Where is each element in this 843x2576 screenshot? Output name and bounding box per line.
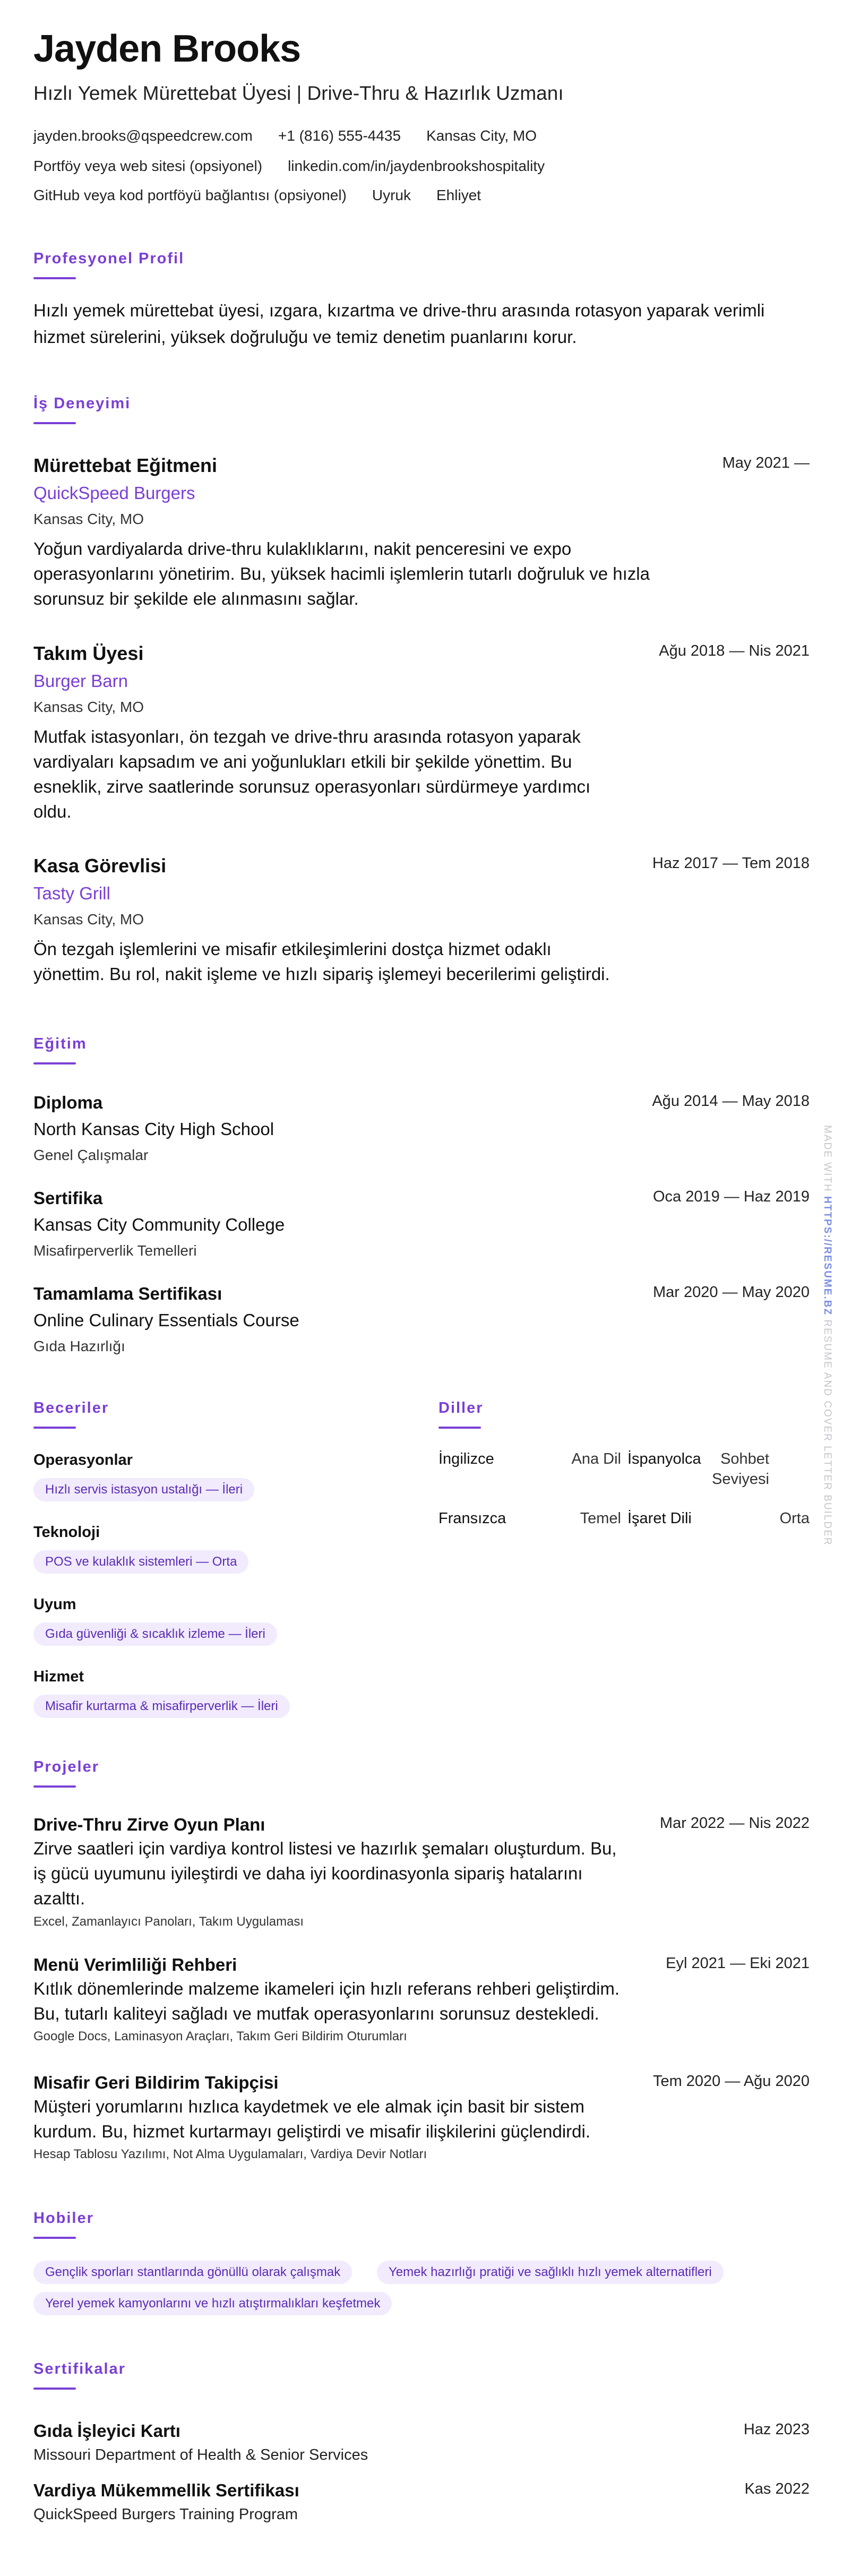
edu-field: Misafirperverlik Temelleri <box>33 1242 197 1259</box>
project-date: Tem 2020 — Ağu 2020 <box>652 2073 810 2090</box>
language-name: İşaret Dili <box>627 1510 692 1527</box>
skill-category: Teknoloji <box>33 1524 100 1541</box>
project-title: Drive-Thru Zirve Oyun Planı <box>33 1815 265 1834</box>
skill-category: Operasyonlar <box>33 1452 133 1469</box>
watermark-link[interactable]: HTTPS://RESUME.BZ <box>822 1196 833 1316</box>
languages-rule <box>438 1427 481 1429</box>
projects-rule <box>33 1785 76 1788</box>
skill-chip: POS ve kulaklık sistemleri — Orta <box>33 1550 248 1574</box>
project-date: Eyl 2021 — Eki 2021 <box>666 1955 810 1972</box>
github-link[interactable]: GitHub veya kod portföyü bağlantısı (opsiyonel) <box>33 187 347 203</box>
project-date: Mar 2022 — Nis 2022 <box>659 1815 810 1832</box>
location-text: Kansas City, MO <box>426 127 537 144</box>
watermark-prefix: MADE WITH <box>822 1125 833 1192</box>
language-level: Ana Dil <box>571 1450 621 1467</box>
edu-school: Kansas City Community College <box>33 1215 285 1234</box>
job-company: QuickSpeed Burgers <box>33 483 195 503</box>
language-name: İspanyolca <box>627 1450 701 1467</box>
job-title: Mürettebat Eğitmeni <box>33 454 218 476</box>
language-name: İngilizce <box>438 1450 494 1467</box>
contact-row-2 <box>33 158 545 175</box>
job-location: Kansas City, MO <box>33 911 144 928</box>
job-location: Kansas City, MO <box>33 699 144 715</box>
project-tech: Hesap Tablosu Yazılımı, Not Alma Uygulamaları, Vardiya Devir Notları <box>33 2147 427 2161</box>
profile-text: Hızlı yemek mürettebat üyesi, ızgara, kızartma ve drive-thru arasında rotasyon yaparak verimli hizmet sürelerini, yüksek doğruluğu ve temiz denetim puanlarını korur. <box>33 300 765 347</box>
projects-heading: Projeler <box>33 1758 99 1775</box>
edu-school: North Kansas City High School <box>33 1119 274 1139</box>
edu-date: Ağu 2014 — May 2018 <box>652 1093 810 1110</box>
linkedin-link[interactable]: linkedin.com/in/jaydenbrookshospitality <box>288 158 545 174</box>
skills-heading: Beceriler <box>33 1399 109 1416</box>
edu-degree: Diploma <box>33 1093 103 1112</box>
phone-number: +1 (816) 555-4435 <box>278 127 401 144</box>
edu-school: Online Culinary Essentials Course <box>33 1310 299 1330</box>
skills-rule <box>33 1427 76 1429</box>
experience-rule <box>33 422 76 424</box>
job-company: Burger Barn <box>33 671 128 691</box>
project-title: Misafir Geri Bildirim Takipçisi <box>33 2073 279 2092</box>
project-tech: Google Docs, Laminasyon Araçları, Takım Geri Bildirim Oturumları <box>33 2029 407 2043</box>
job-description: Ön tezgah işlemlerini ve misafir etkileşimlerini dostça hizmet odaklı yönettim. Bu rol, nakit işleme ve hızlı sipariş işlemeyi becerilerimi geliştirdi. <box>33 939 610 984</box>
job-date: Ağu 2018 — Nis 2021 <box>659 642 810 659</box>
certifications-heading: Sertifikalar <box>33 2360 126 2377</box>
job-date: May 2021 — <box>722 454 810 471</box>
certification-name: Gıda İşleyici Kartı <box>33 2421 180 2441</box>
hobbies-heading: Hobiler <box>33 2210 94 2227</box>
edu-field: Genel Çalışmalar <box>33 1147 149 1163</box>
language-level: Temel <box>580 1510 621 1527</box>
email-link[interactable]: jayden.brooks@qspeedcrew.com <box>33 127 253 144</box>
portfolio-link[interactable]: Portföy veya web sitesi (opsiyonel) <box>33 158 263 174</box>
project-title: Menü Verimliliği Rehberi <box>33 1955 237 1974</box>
profile-rule <box>33 277 76 279</box>
skill-chip: Hızlı servis istasyon ustalığı — İleri <box>33 1478 254 1501</box>
edu-date: Oca 2019 — Haz 2019 <box>652 1188 810 1205</box>
job-description: Mutfak istasyonları, ön tezgah ve drive-thru arasında rotasyon yaparak vardiyaları kapsadım ve ani yoğunlukları etkili bir şekilde yönettim. Bu esneklik, zirve saatlerinde sorunsuz operasyonları sürdürmeye yardımcı oldu. <box>33 727 591 821</box>
profile-heading: Profesyonel Profil <box>33 250 185 267</box>
job-location: Kansas City, MO <box>33 511 144 527</box>
project-description: Kıtlık dönemlerinde malzeme ikameleri için hızlı referans rehberi geliştirdim. Bu, tutarlı kaliteyi sağladı ve mutfak operasyonlarını sorunsuz destekledi. <box>33 1979 620 2023</box>
education-heading: Eğitim <box>33 1035 87 1052</box>
contact-row-3 <box>33 187 481 204</box>
hobbies-rule <box>33 2237 76 2239</box>
language-level: Sohbet Seviyesi <box>712 1450 769 1488</box>
language-name: Fransızca <box>438 1510 506 1527</box>
watermark-suffix: RESUME AND COVER LETTER BUILDER <box>822 1319 833 1546</box>
nationality-text: Uyruk <box>372 187 411 203</box>
certification-date: Haz 2023 <box>743 2421 810 2438</box>
license-text: Ehliyet <box>436 187 481 203</box>
hobby-chip: Yemek hazırlığı pratiği ve sağlıklı hızlı yemek alternatifleri <box>377 2261 724 2284</box>
job-title: Kasa Görevlisi <box>33 855 167 877</box>
job-date: Haz 2017 — Tem 2018 <box>652 855 810 872</box>
skill-chip: Gıda güvenliği & sıcaklık izleme — İleri <box>33 1622 277 1646</box>
skill-chip: Misafir kurtarma & misafirperverlik — İleri <box>33 1695 290 1718</box>
project-tech: Excel, Zamanlayıcı Panoları, Takım Uygulaması <box>33 1914 304 1929</box>
certification-date: Kas 2022 <box>744 2480 810 2497</box>
project-description: Müşteri yorumlarını hızlıca kaydetmek ve ele almak için basit bir sistem kurdum. Bu, hizmet kurtarmayı geliştirdi ve misafir ilişkilerini güçlendirdi. <box>33 2097 590 2141</box>
language-level: Orta <box>779 1510 810 1527</box>
job-company: Tasty Grill <box>33 883 110 903</box>
certifications-rule <box>33 2388 76 2390</box>
edu-field: Gıda Hazırlığı <box>33 1338 125 1354</box>
edu-date: Mar 2020 — May 2020 <box>653 1284 810 1301</box>
builder-watermark <box>821 1125 833 1546</box>
skill-category: Uyum <box>33 1596 76 1613</box>
skill-category: Hizmet <box>33 1668 84 1685</box>
certification-name: Vardiya Mükemmellik Sertifikası <box>33 2480 299 2500</box>
languages-heading: Diller <box>438 1399 484 1416</box>
hobby-chip: Gençlik sporları stantlarında gönüllü olarak çalışmak <box>33 2261 352 2284</box>
hobby-chip: Yerel yemek kamyonlarını ve hızlı atıştırmalıkları keşfetmek <box>33 2292 392 2315</box>
contact-row-1 <box>33 127 537 144</box>
edu-degree: Tamamlama Sertifikası <box>33 1284 222 1303</box>
project-description: Zirve saatleri için vardiya kontrol listesi ve hazırlık şemaları oluşturdum. Bu, iş gücü uyumunu iyileştirdi ve daha iyi koordinasyonla sipariş hatalarını azalttı. <box>33 1839 617 1908</box>
edu-degree: Sertifika <box>33 1188 103 1208</box>
experience-heading: İş Deneyimi <box>33 395 131 412</box>
education-rule <box>33 1062 76 1064</box>
candidate-name: Jayden Brooks <box>33 28 301 70</box>
candidate-title: Hızlı Yemek Mürettebat Üyesi | Drive-Thru & Hazırlık Uzmanı <box>33 82 564 104</box>
job-title: Takım Üyesi <box>33 642 144 664</box>
certification-issuer: Missouri Department of Health & Senior Services <box>33 2446 368 2463</box>
certification-issuer: QuickSpeed Burgers Training Program <box>33 2506 298 2523</box>
job-description: Yoğun vardiyalarda drive-thru kulaklıklarını, nakit penceresini ve expo operasyonlarını yönetirim. Bu, yüksek hacimli işlemlerin tutarlı doğruluk ve hızla sorunsuz bir şekilde ele alınmasını sağlar. <box>33 539 650 608</box>
